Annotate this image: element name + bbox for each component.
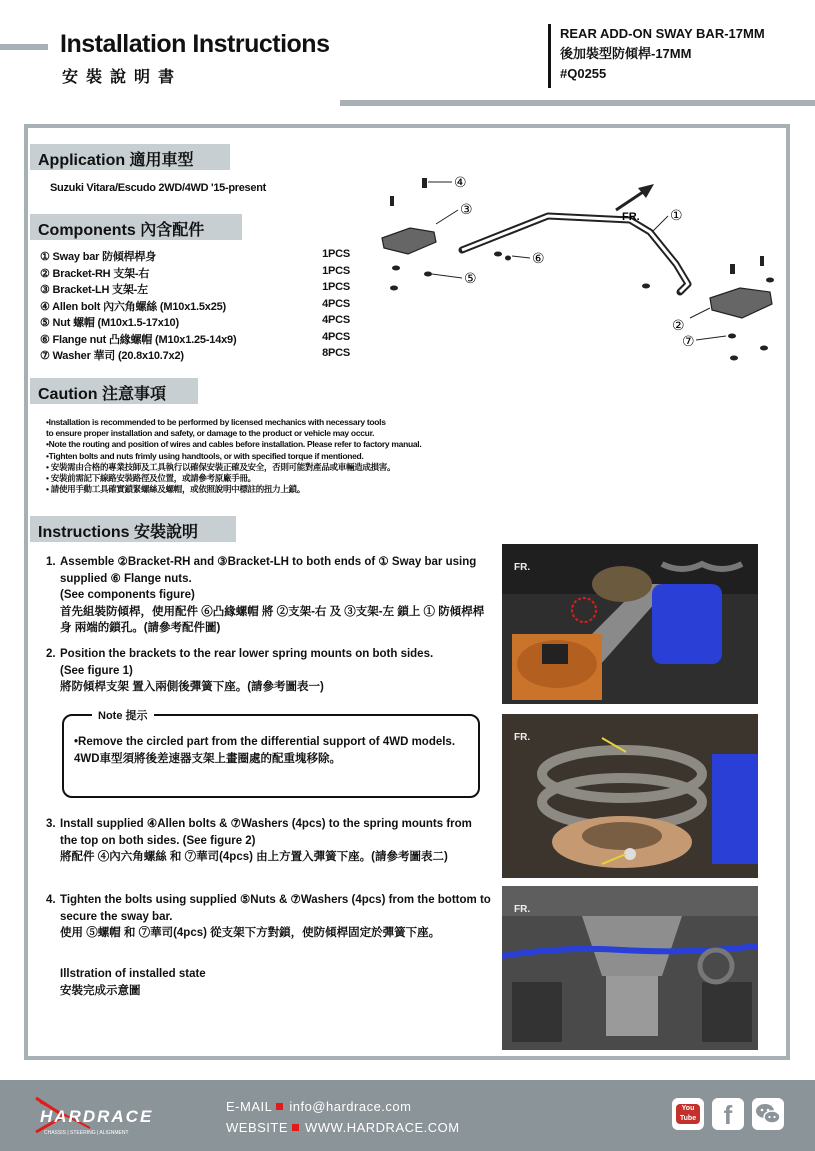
header-divider [548, 24, 551, 88]
photo-fr-tag: FR. [514, 562, 531, 573]
photo-fr-tag: FR. [514, 732, 531, 743]
bracket-rh-shape [710, 288, 772, 318]
caution-heading: Caution 注意事項 [30, 378, 198, 404]
email-link[interactable]: info@hardrace.com [289, 1099, 412, 1114]
caution-line: • 安裝需由合格的專業技師及工具執行以確保安裝正確及安全，否則可能對產品或車輛造成損害。 [46, 461, 396, 472]
footer [0, 1080, 815, 1151]
callout-3: ③ [460, 202, 473, 218]
website-line: WEBSITE WWW.HARDRACE.COM [226, 1120, 460, 1135]
step-text-zh: 首先組裝防傾桿，使用配件 ⑥凸緣螺帽 將 ②支架-右 及 ③支架-左 鎖上 ① 防傾桿桿身 兩端的鎖孔。(請參考配件圖) [60, 605, 485, 634]
components-heading: Components 內含配件 [30, 214, 242, 240]
caution-line: •Note the routing and position of wires and cables before installation. Please refer to factory manual. [46, 439, 422, 450]
step-text-en: Tighten the bolts using supplied ⑤Nuts & ⑦Washers (4pcs) from the bottom to secure the sway bar. [60, 894, 491, 923]
product-name-zh: 後加裝型防傾桿-17MM [560, 46, 692, 61]
note-text-zh: 4WD車型須將後差速器支架上畫圈處的配重塊移除。 [74, 752, 342, 765]
step-text-zh: 使用 ⑤螺帽 和 ⑦華司(4pcs) 從支架下方對鎖，使防傾桿固定於彈簧下座。 [60, 927, 441, 939]
callout-4: ④ [454, 175, 467, 191]
photo-fr-tag: FR. [514, 904, 531, 915]
hardrace-logo[interactable] [30, 1094, 190, 1136]
note-label: Note 提示 [92, 707, 154, 723]
bracket-lh-shape [382, 228, 436, 254]
step-text-zh: 將配件 ④內六角螺絲 和 ⑦華司(4pcs) 由上方置入彈簧下座。(請參考圖表二) [60, 851, 448, 863]
list-item: ② Bracket-RH 支架-右 1PCS [40, 264, 350, 280]
list-item: ③ Bracket-LH 支架-左 1PCS [40, 281, 350, 296]
wechat-icon[interactable] [752, 1098, 784, 1130]
product-info [560, 24, 765, 84]
caution-list [46, 417, 516, 495]
fr-label: FR. [622, 211, 640, 223]
page-title: Installation Instructions [60, 30, 330, 58]
list-item: ① Sway bar 防傾桿桿身 1PCS [40, 248, 350, 263]
contact-info [226, 1096, 460, 1138]
figure-1-photo [502, 544, 758, 704]
step-2: 2. Position the brackets to the rear lower spring mounts on both sides. (See figure 1) 將防傾桿支架 置入兩側後彈簧下座。(請參考圖表一) [46, 646, 492, 696]
callout-7: ⑦ [682, 334, 695, 350]
callout-5: ⑤ [464, 271, 477, 287]
instructions-heading: Instructions 安裝說明 [30, 516, 236, 542]
product-name-en: REAR ADD-ON SWAY BAR-17MM [560, 26, 765, 41]
list-item: ⑦ Washer 華司 (20.8x10.7x2) 8PCS [40, 347, 350, 362]
step-text-zh: 將防傾桿支架 置入兩側後彈簧下座。(請參考圖表一) [60, 681, 324, 693]
components-list [40, 248, 350, 364]
step-see: (See figure 1) [60, 664, 133, 677]
facebook-icon[interactable]: f [712, 1098, 744, 1130]
figure-2-photo [502, 714, 758, 878]
header-left-rule [0, 44, 48, 50]
application-text: Suzuki Vitara/Escudo 2WD/4WD '15-present [50, 182, 266, 194]
note-text-en: •Remove the circled part from the differential support of 4WD models. [74, 736, 456, 748]
product-code: #Q0255 [560, 66, 607, 81]
callout-2: ② [672, 318, 685, 334]
step-see: (See components figure) [60, 589, 195, 601]
bullet-icon [292, 1124, 299, 1131]
caution-line: • 請使用手動工具確實鎖緊螺絲及螺帽，或依照說明中標註的扭力上鎖。 [46, 484, 305, 495]
svg-text:HARDRACE: HARDRACE [40, 1107, 154, 1126]
callout-1: ① [670, 208, 683, 224]
caution-line: •Installation is recommended to be performed by licensed mechanics with necessary tools [46, 417, 386, 427]
illustration-caption: Illstration of installed state 安裝完成示意圖 [60, 968, 206, 997]
header-right-rule [340, 100, 815, 106]
list-item: ⑤ Nut 螺帽 (M10x1.5-17x10) 4PCS [40, 314, 350, 329]
youtube-icon[interactable]: You Tube [672, 1098, 704, 1130]
list-item: ⑥ Flange nut 凸緣螺帽 (M10x1.25-14x9) 4PCS [40, 330, 350, 346]
page-subtitle-zh: 安裝說明書 [62, 69, 183, 86]
step-3: 3. Install supplied ④Allen bolts & ⑦Washers (4pcs) to the spring mounts from the top on both sides. (See figure 2) 將配件 ④內六角螺絲 和 ⑦華司(4pcs) 由上方置入彈簧下座。(請參考圖表二) [46, 816, 492, 866]
installed-state-drawing [502, 886, 758, 1050]
list-item: ④ Allen bolt 內六角螺絲 (M10x1.5x25) 4PCS [40, 297, 350, 313]
caution-line: to ensure proper installation and safety, or damage to the product or vehicle may occur. [46, 428, 375, 439]
callout-6: ⑥ [532, 251, 545, 267]
installed-state-photo [502, 886, 758, 1050]
svg-text:CHASSIS | STEERING | ALIGNMENT: CHASSIS | STEERING | ALIGNMENT [44, 1130, 129, 1136]
step-4: 4. Tighten the bolts using supplied ⑤Nuts & ⑦Washers (4pcs) from the bottom to secure the sway bar. 使用 ⑤螺帽 和 ⑦華司(4pcs) 從支架下方對鎖，使防傾桿固定於彈簧下座。 [46, 892, 492, 942]
bullet-icon [276, 1103, 283, 1110]
note-box [62, 710, 480, 798]
caution-line: • 安裝前需記下線路安裝路徑及位置，或請參考原廠手冊。 [46, 473, 256, 484]
application-heading: Application 適用車型 [30, 144, 230, 170]
email-line: E-MAIL info@hardrace.com [226, 1099, 412, 1114]
components-diagram [370, 168, 790, 368]
step-text-en: Position the brackets to the rear lower spring mounts on both sides. [60, 648, 434, 660]
step-text-en: Assemble ②Bracket-RH and ③Bracket-LH to both ends of ① Sway bar using supplied ⑥ Flange nuts. [60, 556, 477, 585]
step-1: 1. Assemble ②Bracket-RH and ③Bracket-LH to both ends of ① Sway bar using supplied ⑥ Flange nuts. (See components figure) 首先組裝防傾桿，使用配件 ⑥凸緣螺帽 將 ②支架-右 及 ③支架-左 鎖上 ① 防傾桿桿身 兩端的鎖孔。(請參考配件圖) [46, 554, 492, 637]
figure-1-drawing [502, 544, 758, 704]
step-text-en: Install supplied ④Allen bolts & ⑦Washers (4pcs) to the spring mounts from the top on both sides. (See figure 2) [60, 818, 472, 847]
website-link[interactable]: WWW.HARDRACE.COM [305, 1120, 460, 1135]
caution-line: •Tighten bolts and nuts frimly using handtools, or with specified torque if mentioned. [46, 450, 364, 461]
figure-2-drawing [502, 714, 758, 878]
